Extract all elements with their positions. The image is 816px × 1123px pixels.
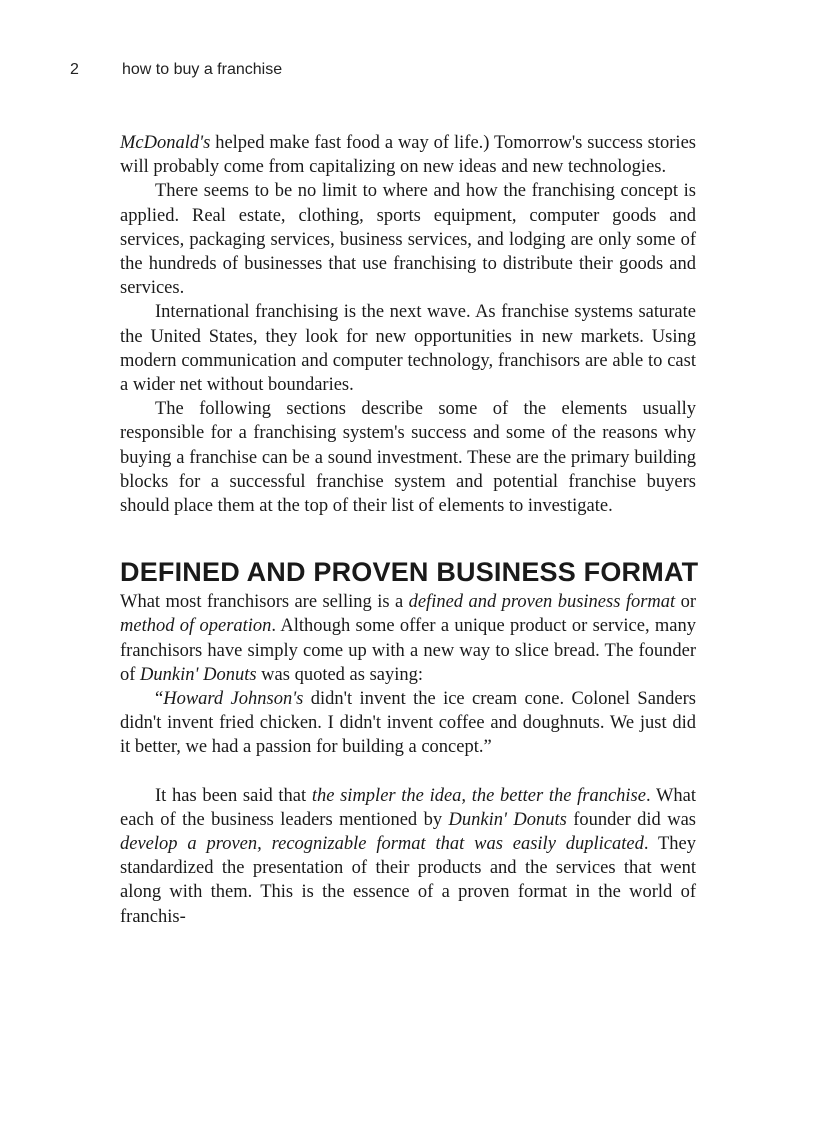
section-heading: DEFINED AND PROVEN BUSINESS FORMAT <box>120 557 699 588</box>
body-text: or <box>675 592 696 613</box>
paragraph-continuation <box>120 131 696 179</box>
body-text: helped make fast food a way of life.) Tomorrow's success stories will probably come from capitalizing on new ideas and new technologies. <box>120 133 696 178</box>
quote-paragraph <box>120 687 696 760</box>
paragraph-business-format <box>120 590 696 687</box>
body-text: What most franchisors are selling is a <box>120 592 409 613</box>
page-body <box>120 131 699 929</box>
paragraph-simpler-idea <box>120 784 696 929</box>
italic-phrase: develop a proven, recognizable format that was easily duplicated <box>120 834 644 855</box>
paragraph-franchising-concept: There seems to be no limit to where and how the franchising concept is applied. Real estate, clothing, sports equipment, computer goods and services, packaging services, business services, and lodging are only some of the hundreds of businesses that use franchising to distribute their goods and services. <box>120 181 696 299</box>
paragraph-international-franchising: International franchising is the next wave. As franchise systems saturate the United States, they look for new opportunities in new markets. Using modern communication and computer technology, franchisors are able to cast a wider net without boundaries. <box>120 302 696 396</box>
open-quote: “ <box>155 689 164 710</box>
body-text: . Although some offer a unique product or service, many franchisors have simply come up with a new way to slice bread. The founder of <box>120 616 696 685</box>
body-text: . They standardized the presentation of their products and the services that went along with them. This is the essence of a proven format in the world of franchis- <box>120 834 696 927</box>
italic-phrase: Dunkin' Donuts <box>448 809 567 830</box>
italic-phrase: McDonald's <box>120 133 211 153</box>
italic-phrase: defined and proven business format <box>408 592 676 613</box>
body-text: was quoted as saying: <box>256 664 424 685</box>
italic-phrase: the simpler the idea, the better the franchise <box>311 785 646 806</box>
body-text: . What each of the business leaders mentioned by <box>120 785 696 830</box>
running-title: how to buy a franchise <box>122 61 283 78</box>
italic-phrase: Howard Johnson's <box>163 689 304 710</box>
italic-phrase: Dunkin' Donuts <box>140 664 257 685</box>
paragraph-following-sections: The following sections describe some of the elements usually responsible for a franchising system's success and some of the reasons why buying a franchise can be a sound investment. These are the primary building blocks for a successful franchise system and potential franchise buyers should place them at the top of their list of elements to investigate. <box>120 399 696 517</box>
running-header <box>70 61 282 79</box>
page-number: 2 <box>70 61 79 78</box>
italic-phrase: method of operation <box>120 616 272 637</box>
body-text: It has been said that <box>155 785 312 806</box>
body-text: founder did was <box>566 809 696 830</box>
body-text: didn't invent the ice cream cone. Colonel Sanders didn't invent fried chicken. I didn't invent coffee and doughnuts. We just did it better, we had a passion for building a concept.” <box>120 689 696 758</box>
